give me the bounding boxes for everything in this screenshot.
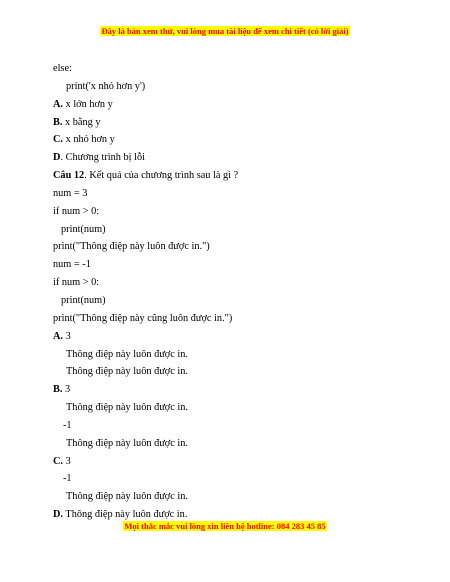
answer-c-output: -1	[63, 473, 72, 485]
code-line: print("Thông điệp này cũng luôn được in.")	[53, 312, 233, 324]
prev-option-a	[53, 96, 423, 114]
code-line: num = -1	[53, 259, 91, 271]
option-text: . Chương trình bị lỗi	[60, 152, 145, 164]
answer-b-output: -1	[63, 419, 72, 431]
prev-option-d	[53, 149, 423, 167]
prev-option-c	[53, 131, 423, 149]
contact-notice-banner	[0, 521, 450, 532]
preview-notice-banner	[0, 26, 450, 37]
answer-label: D.	[53, 509, 64, 521]
answer-value: 3	[62, 384, 71, 396]
code-line: if num > 0:	[53, 277, 100, 289]
answer-c-output: Thông điệp này luôn được in.	[66, 491, 188, 503]
answer-value: 3	[63, 455, 71, 467]
option-label: C.	[53, 134, 64, 146]
answer-b-output: Thông điệp này luôn được in.	[66, 437, 188, 449]
answer-a	[53, 328, 423, 346]
option-text: x lớn hơn y	[63, 98, 113, 110]
option-label: B.	[53, 116, 63, 128]
document-body	[53, 60, 423, 524]
option-text: x bằng y	[62, 116, 101, 128]
code-line-print: print('x nhỏ hơn y')	[66, 80, 146, 92]
code-line: print(num)	[61, 223, 106, 235]
option-text: x nhỏ hơn y	[63, 134, 115, 146]
answer-label: C.	[53, 455, 64, 467]
code-line: if num > 0:	[53, 205, 100, 217]
preview-notice-text: Đây là bản xem thử, vui lòng mua tài liệu để xem chi tiết (có lời giải)	[101, 26, 349, 36]
option-label: A.	[53, 98, 64, 110]
answer-value: 3	[63, 330, 71, 342]
question-label: Câu 12	[53, 170, 85, 182]
question-text: . Kết quả của chương trình sau là gì ?	[84, 170, 239, 182]
code-line: print(num)	[61, 294, 106, 306]
answer-c	[53, 453, 423, 471]
answer-b	[53, 381, 423, 399]
answer-label: B.	[53, 384, 63, 396]
code-line: num = 3	[53, 187, 88, 199]
question-title	[53, 167, 423, 185]
answer-b-output: Thông điệp này luôn được in.	[66, 402, 188, 414]
answer-a-output: Thông điệp này luôn được in.	[66, 348, 188, 360]
code-line-else: else:	[53, 63, 72, 74]
answer-label: A.	[53, 330, 64, 342]
answer-a-output: Thông điệp này luôn được in.	[66, 366, 188, 378]
code-line: print("Thông điệp này luôn được in.")	[53, 241, 210, 253]
contact-notice-text: Mọi thắc mắc vui lòng xin liên hệ hotline: 084 283 45 85	[124, 521, 326, 531]
option-label: D	[53, 152, 61, 164]
prev-option-b	[53, 114, 423, 132]
answer-value: Thông điệp này luôn được in.	[63, 509, 188, 521]
